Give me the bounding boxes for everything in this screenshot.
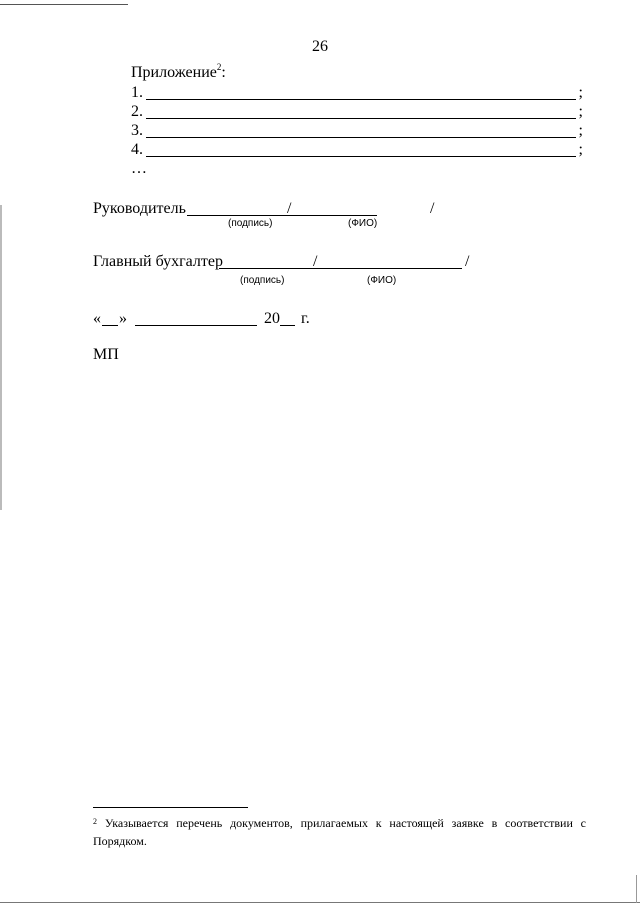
item-blank-line bbox=[146, 118, 576, 119]
accountant-signature-line[interactable] bbox=[219, 268, 462, 269]
year-blank[interactable] bbox=[280, 325, 295, 326]
footnote-text: Указывается перечень документов, прилагаемых к настоящей заявке в соответствии с Порядком. bbox=[93, 816, 586, 848]
scan-artifact-right bbox=[636, 875, 637, 903]
item-number: 4. bbox=[131, 141, 143, 158]
stamp-label: МП bbox=[93, 346, 119, 363]
year-suffix: г. bbox=[301, 310, 310, 327]
attachment-title-suffix: : bbox=[221, 64, 226, 81]
item-end: ; bbox=[578, 84, 583, 101]
year-prefix: 20 bbox=[264, 310, 280, 327]
footnote bbox=[93, 814, 586, 850]
accountant-name-caption: (ФИО) bbox=[367, 275, 397, 286]
head-label: Руководитель bbox=[93, 200, 186, 217]
item-end: ; bbox=[578, 141, 583, 158]
month-blank[interactable] bbox=[135, 325, 257, 326]
item-blank-line bbox=[146, 137, 576, 138]
head-name-caption: (ФИО) bbox=[348, 218, 378, 229]
day-blank[interactable] bbox=[102, 325, 118, 326]
item-end: ; bbox=[578, 103, 583, 120]
head-signature-caption: (подпись) bbox=[228, 218, 273, 229]
attachment-title-text: Приложение bbox=[131, 64, 217, 81]
scan-artifact-left bbox=[0, 205, 2, 510]
item-number: 3. bbox=[131, 122, 143, 139]
attachment-item[interactable] bbox=[131, 84, 586, 104]
accountant-end-slash: / bbox=[465, 253, 470, 270]
head-end-slash: / bbox=[430, 200, 435, 217]
attachment-title bbox=[131, 64, 226, 82]
scan-artifact-top bbox=[0, 4, 128, 5]
item-number: 1. bbox=[131, 84, 143, 101]
attachment-ellipsis: … bbox=[131, 160, 148, 177]
footnote-divider bbox=[93, 807, 248, 808]
attachment-item[interactable] bbox=[131, 103, 586, 123]
head-signature-line[interactable] bbox=[187, 215, 377, 216]
attachment-item[interactable] bbox=[131, 141, 586, 161]
attachment-item[interactable] bbox=[131, 122, 586, 142]
page-number: 26 bbox=[312, 38, 328, 55]
date-row bbox=[93, 310, 323, 332]
head-signature-row bbox=[93, 200, 453, 220]
item-blank-line bbox=[146, 99, 576, 100]
date-open-quote: « bbox=[93, 310, 101, 327]
scan-artifact-bottom bbox=[0, 902, 640, 903]
item-blank-line bbox=[146, 156, 576, 157]
date-close-quote: » bbox=[119, 310, 127, 327]
item-end: ; bbox=[578, 122, 583, 139]
accountant-label: Главный бухгалтер bbox=[93, 253, 223, 270]
accountant-separator: / bbox=[313, 253, 318, 270]
head-separator: / bbox=[287, 200, 292, 217]
accountant-signature-row bbox=[93, 253, 483, 273]
footnote-number: 2 bbox=[93, 817, 97, 826]
footnote-ref: 2 bbox=[216, 62, 222, 72]
accountant-signature-caption: (подпись) bbox=[240, 275, 285, 286]
item-number: 2. bbox=[131, 103, 143, 120]
